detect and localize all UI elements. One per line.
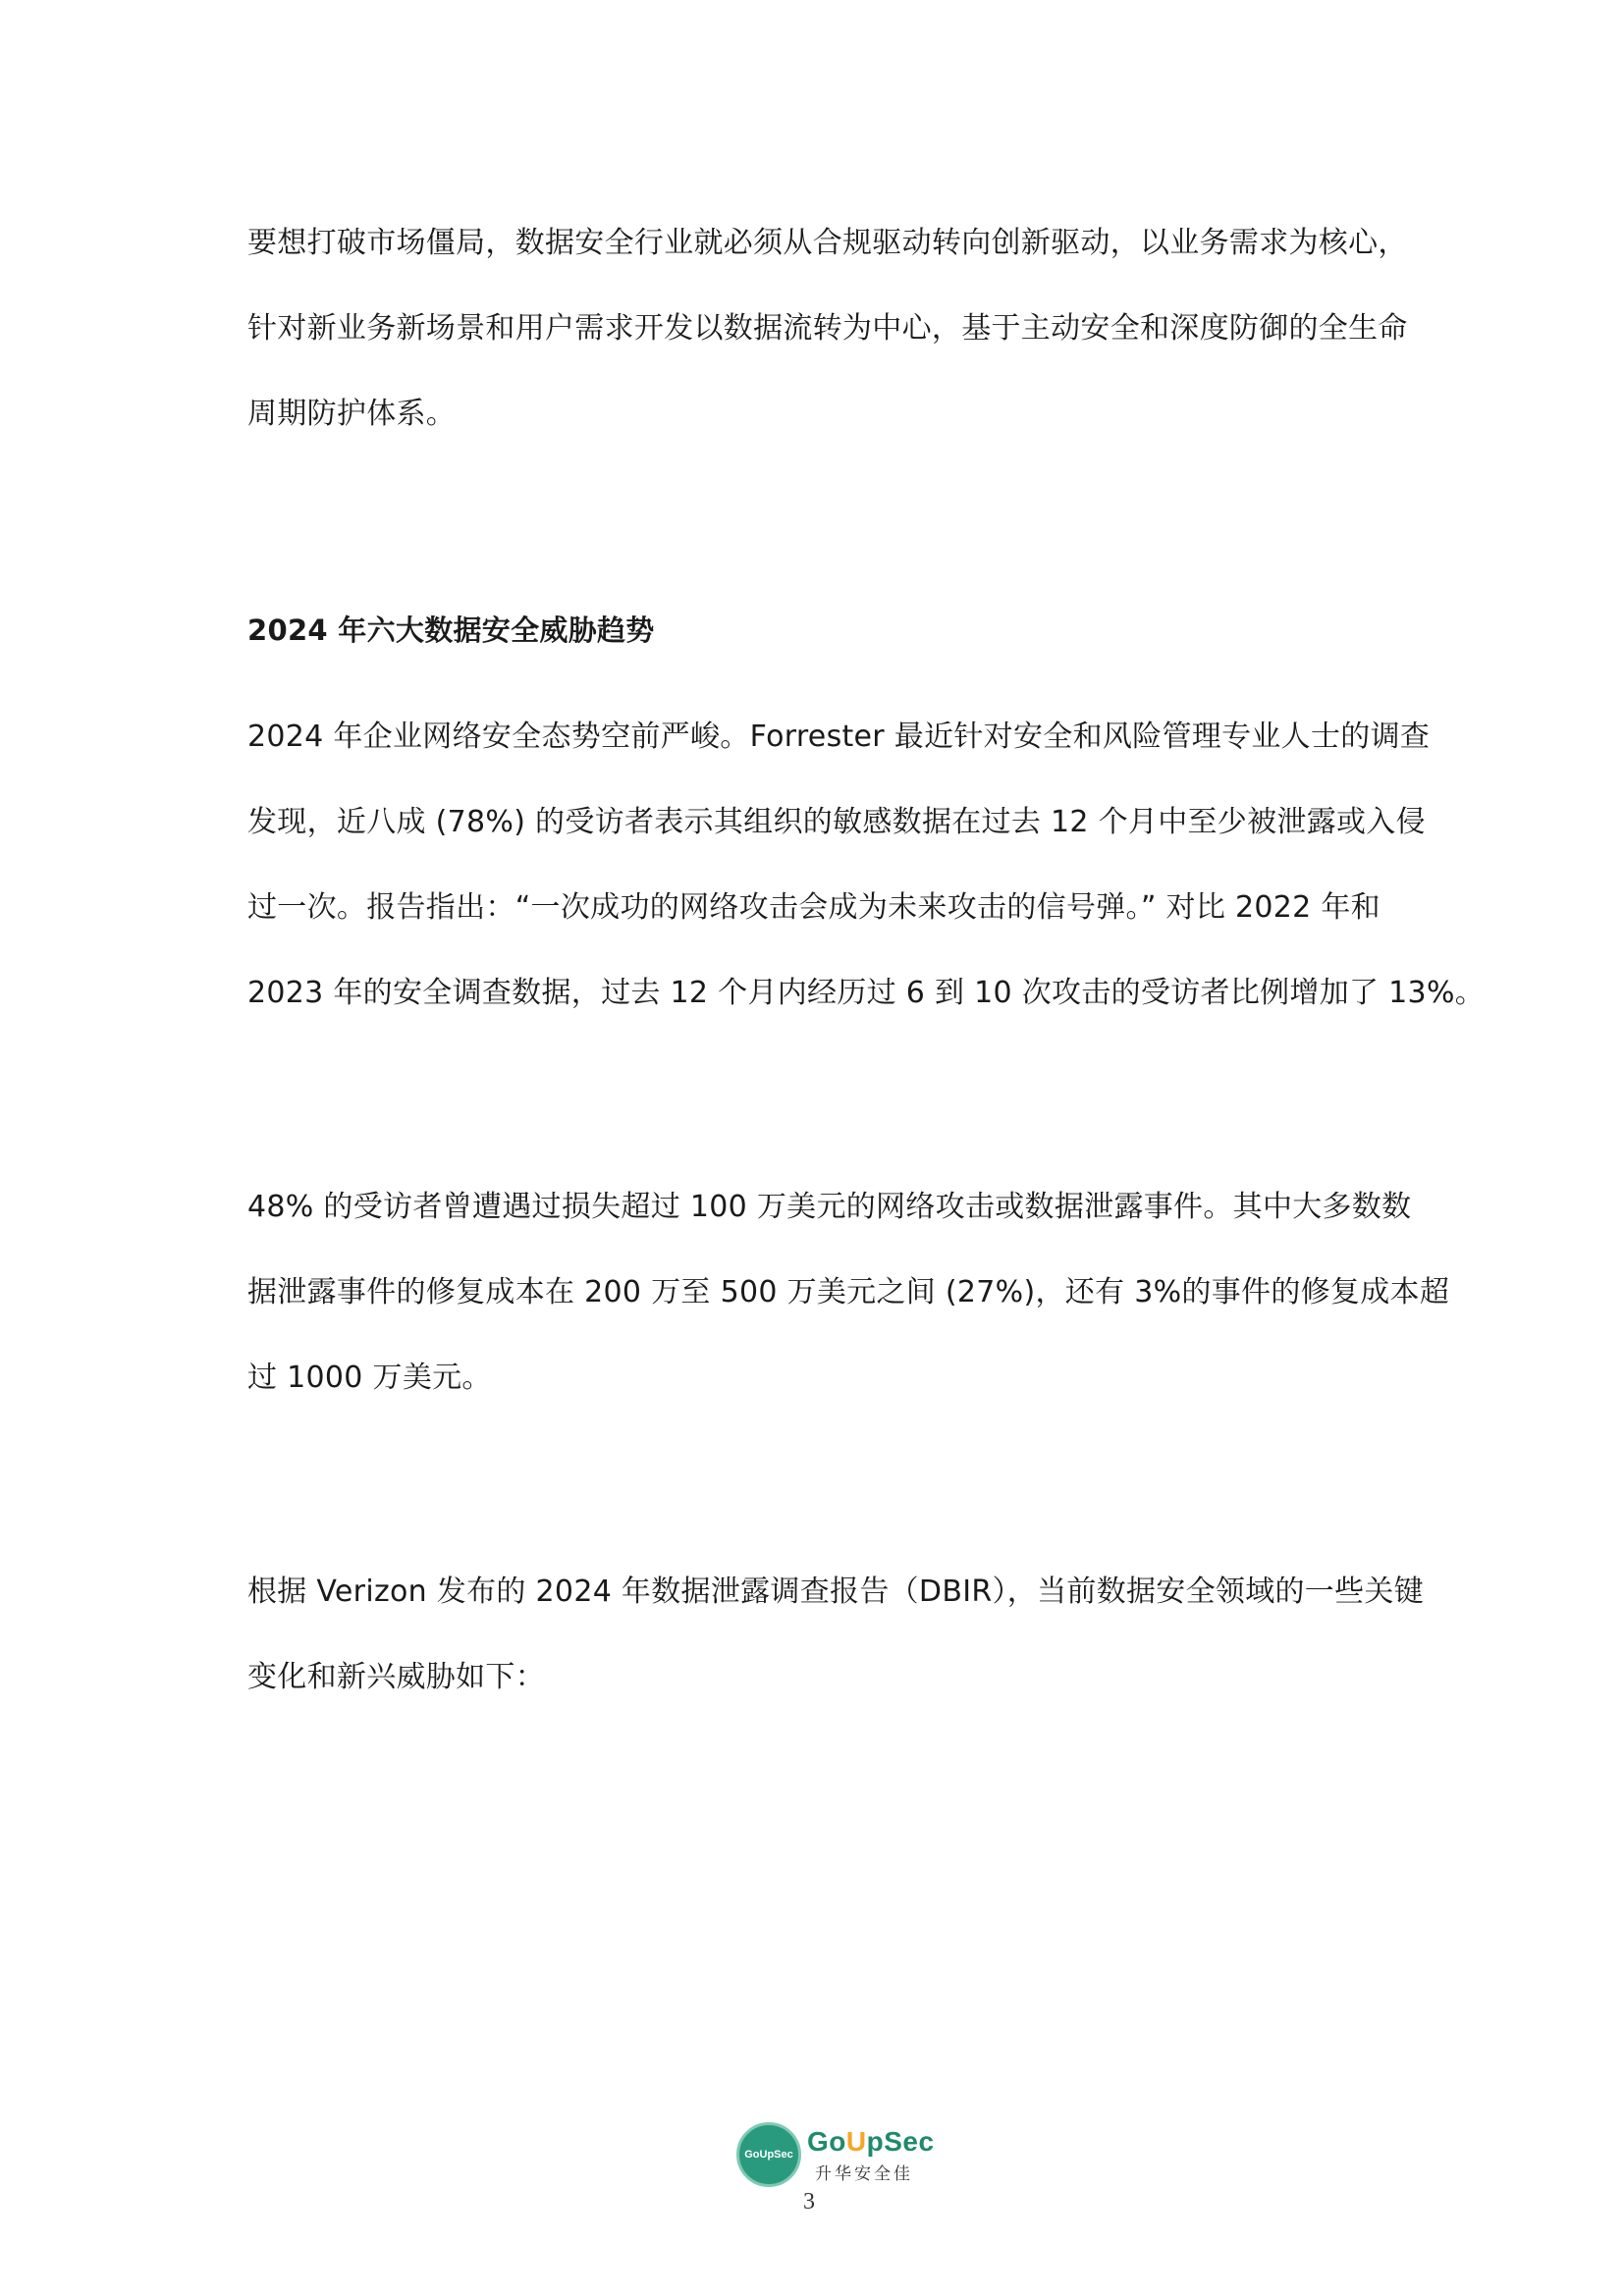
logo-wordmark xyxy=(807,2126,935,2158)
paragraph-2-line-1: 2024 年企业网络安全态势空前严峻。Forrester 最近针对安全和风险管理专业人士的调查 xyxy=(247,720,1431,754)
page-number: 3 xyxy=(803,2189,815,2215)
logo-wordmark-prefix: Go xyxy=(807,2126,846,2157)
paragraph-2-line-4: 2023 年的安全调查数据，过去 12 个月内经历过 6 到 10 次攻击的受访者比例增加了 13%。 xyxy=(247,976,1486,1010)
paragraph-1-line-2: 针对新业务新场景和用户需求开发以数据流转为中心，基于主动安全和深度防御的全生命 xyxy=(247,311,1408,346)
logo-badge-text: GoUpSec xyxy=(744,2149,793,2161)
paragraph-3-line-3: 过 1000 万美元。 xyxy=(247,1361,492,1395)
paragraph-1-line-3: 周期防护体系。 xyxy=(247,397,457,431)
paragraph-3-line-1: 48% 的受访者曾遭遇过损失超过 100 万美元的网络攻击或数据泄露事件。其中大多数数 xyxy=(247,1190,1412,1224)
paragraph-3-line-2: 据泄露事件的修复成本在 200 万至 500 万美元之间 (27%)，还有 3%的事件的修复成本超 xyxy=(247,1275,1450,1309)
paragraph-4-line-2: 变化和新兴威胁如下： xyxy=(247,1660,545,1694)
paragraph-2-line-3: 过一次。报告指出：“一次成功的网络攻击会成为未来攻击的信号弹。” 对比 2022 年和 xyxy=(247,890,1380,925)
paragraph-4-line-1: 根据 Verizon 发布的 2024 年数据泄露调查报告（DBIR），当前数据安全领域的一些关键 xyxy=(247,1575,1424,1609)
footer-logo xyxy=(736,2122,933,2211)
logo-subtitle: 升华安全佳 xyxy=(815,2164,913,2184)
paragraph-2-line-2: 发现，近八成 (78%) 的受访者表示其组织的敏感数据在过去 12 个月中至少被泄露或入侵 xyxy=(247,805,1426,839)
section-heading: 2024 年六大数据安全威胁趋势 xyxy=(247,614,655,647)
paragraph-1-line-1: 要想打破市场僵局，数据安全行业就必须从合规驱动转向创新驱动，以业务需求为核心， xyxy=(247,226,1408,260)
logo-wordmark-accent: U xyxy=(845,2126,867,2157)
goupsec-logo-icon xyxy=(736,2122,801,2187)
logo-wordmark-suffix: pSec xyxy=(866,2126,935,2157)
